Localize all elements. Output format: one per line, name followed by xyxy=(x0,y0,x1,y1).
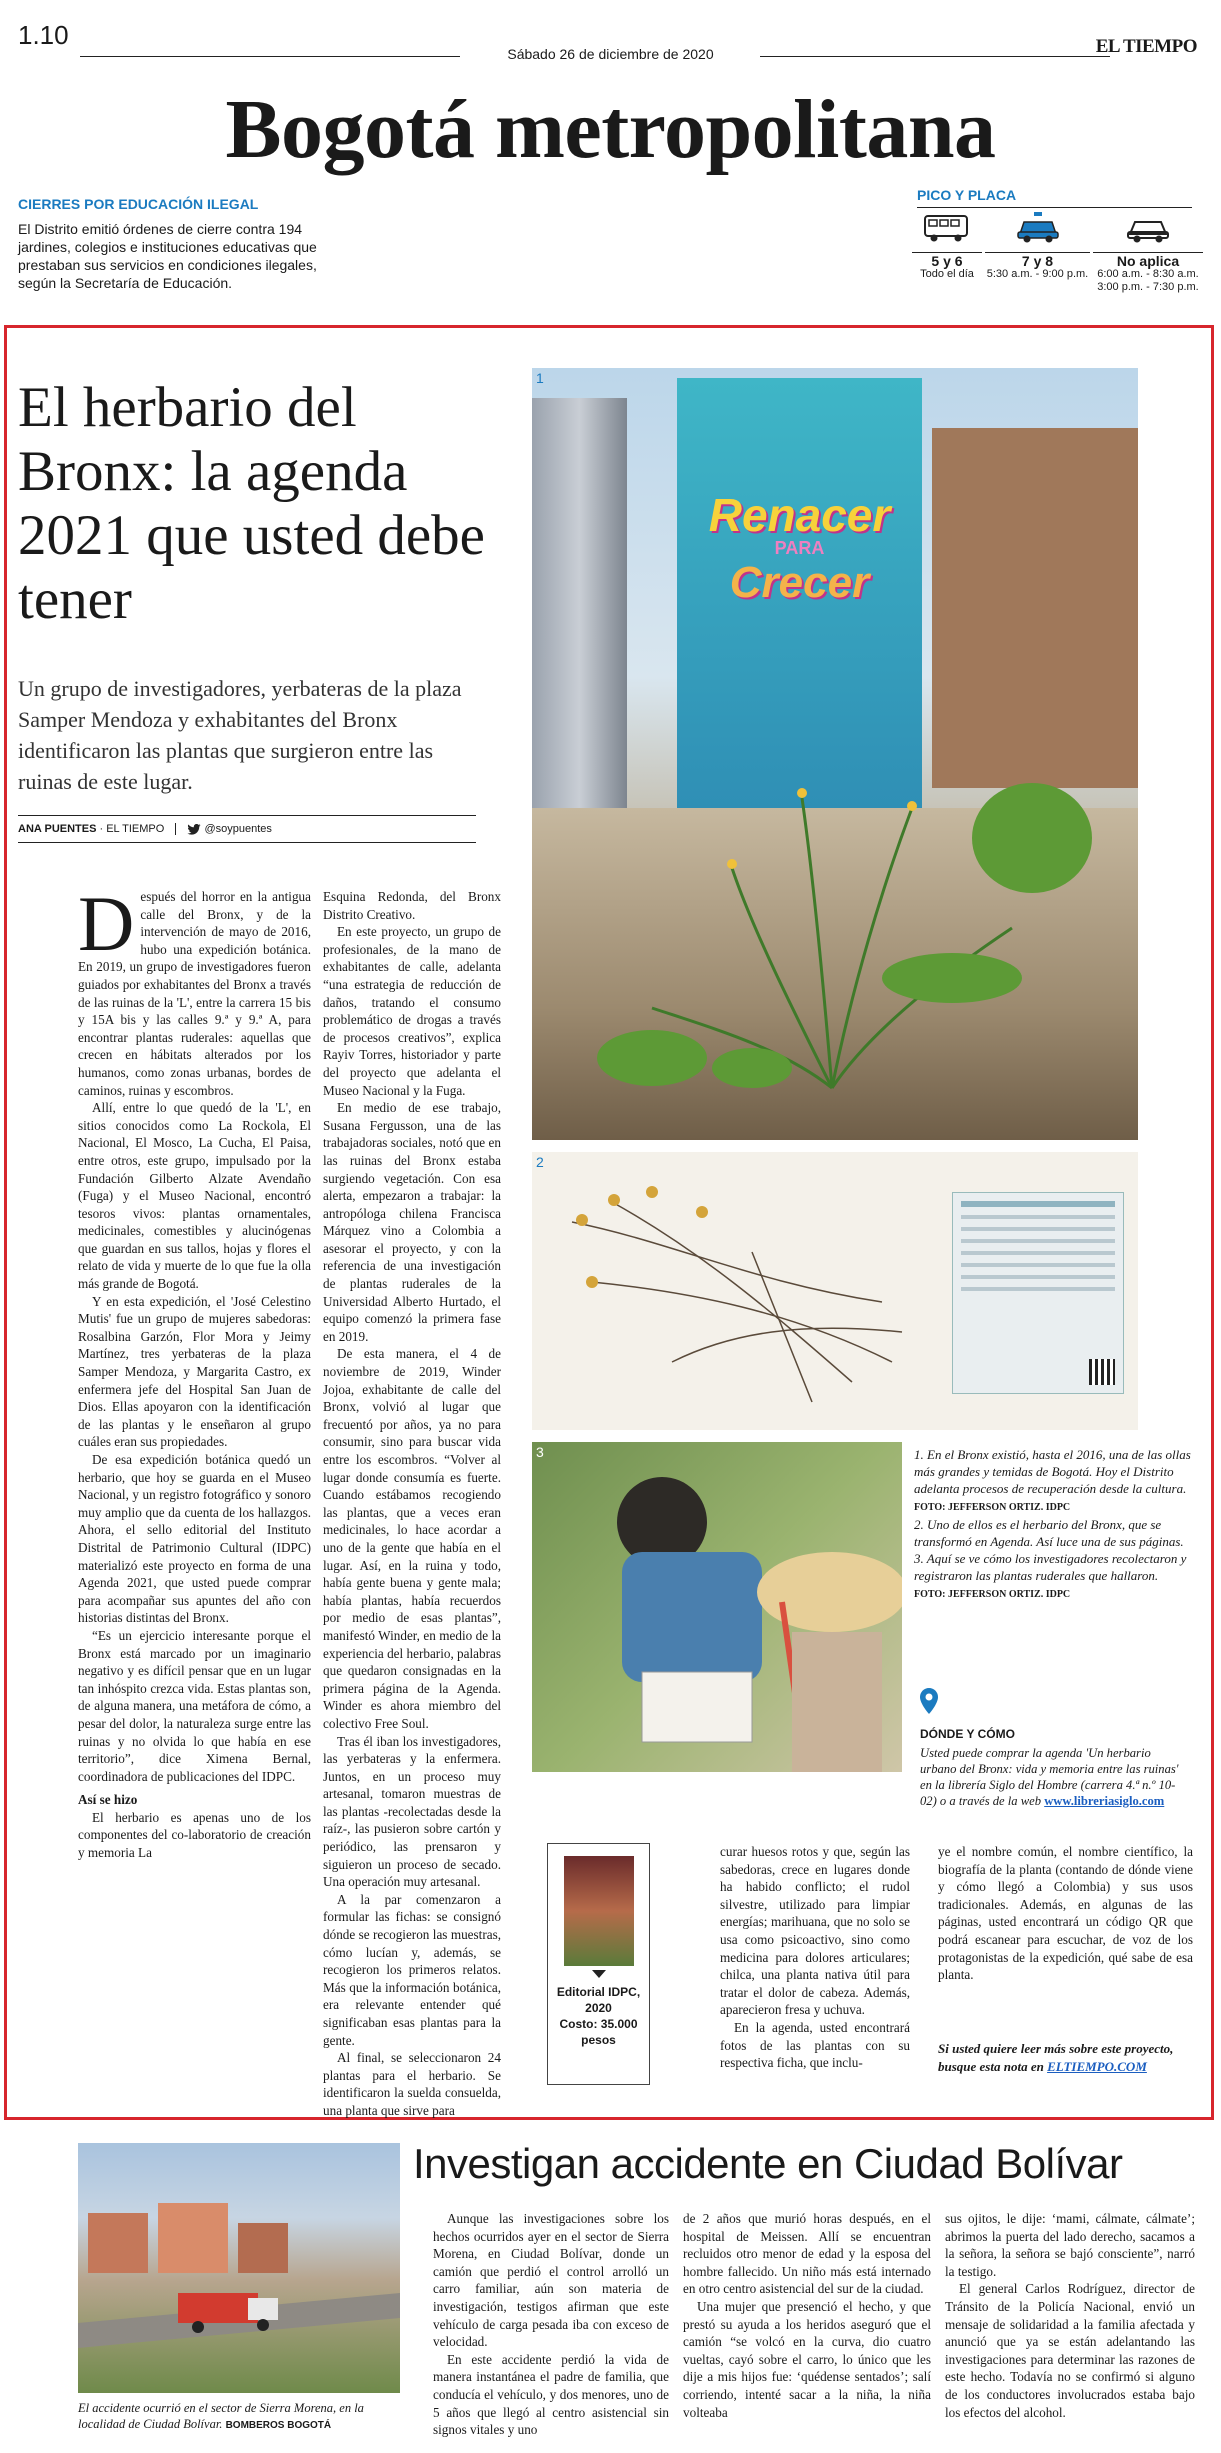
paragraph: “Es un ejercicio interesante porque el Bronx está marcado por un imaginario negativo y es difícil pensar que en un lugar tan inhóspito crezca vida. Estas plantas son, de alguna manera, una metáfora de cómo, a pesar del dolor, la naturaleza surge entre las ruinas y no olvida lo que había en ese territorio”, dice Ximena Bernal, coordinadora de publicaciones del IDPC. xyxy=(78,1627,311,1784)
caption-3 xyxy=(914,1550,1199,1603)
book-info-box xyxy=(547,1843,650,2085)
pico-y-placa-car xyxy=(1093,210,1203,294)
paragraph: De esa expedición botánica quedó un herbario, que hoy se guarda en el Museo Nacional, y un registro fotográfico y sonoro muy amplio que da cuenta de los hallazgos. Ahora, el sello editorial del Instituto Distrital de Patrimonio Cultural (IDPC) materializó este proyecto en forma de una Agenda 2021, que usted puede comprar para acompañar sus apuntes del año con historias distintas del Bronx. xyxy=(78,1452,311,1626)
photo-number: 1 xyxy=(536,370,544,386)
paragraph: El general Carlos Rodríguez, director de Tránsito de la Policía Nacional, envió un mensaje de solidaridad a la familia afectada y anunció que ya se están adelantando las investigaciones para determinar las razones de este hecho. Todavía no se confirmó si alguno de los conductores involucrados estaba bajo los efectos del alcohol. xyxy=(945,2281,1195,2420)
paragraph: El herbario es apenas uno de los componentes del co-laboratorio de creación y memoria La xyxy=(78,1809,311,1861)
byline-outlet: · EL TIEMPO xyxy=(99,823,165,835)
caption-credit: FOTO: JEFFERSON ORTIZ. IDPC xyxy=(914,1589,1071,1600)
paragraph: de 2 años que murió horas después, en el hospital de Meissen. Allí se encuentran recluidos otro menor de edad y la esposa del hombre fallecido. Un niño más está internado en otro centro asistencial del sur de la ciudad. xyxy=(683,2211,931,2297)
researchers-illustration xyxy=(532,1442,902,1772)
second-col-2 xyxy=(683,2210,931,2421)
header-rule-right xyxy=(760,56,1110,57)
pico-y-placa-title: PICO Y PLACA xyxy=(917,187,1017,203)
donde-y-como-text xyxy=(920,1745,1190,1809)
photo-herbarium-page xyxy=(532,1152,1138,1430)
agenda-cover xyxy=(564,1856,634,1966)
location-pin-icon xyxy=(920,1688,938,1714)
caption-text: Uno de ellos es el herbario del Bronx, que se transformó en Agenda. Así luce una de sus páginas. xyxy=(914,1517,1184,1549)
byline-handle: @soypuentes xyxy=(204,823,272,835)
caption-text: Aquí se ve cómo los investigadores recolectaron y registraron las plantas ruderales que hallaron. xyxy=(914,1551,1187,1583)
photo-captions xyxy=(914,1446,1199,1603)
pp-car-detail-2: 3:00 p.m. - 7:30 p.m. xyxy=(1097,281,1199,293)
bulletin-text: El Distrito emitió órdenes de cierre contra 194 jardines, colegios e instituciones educativas que prestaban sus servicios en condiciones ilegales, según la Secretaría de Educación. xyxy=(18,221,317,291)
pp-car-digits: No aplica xyxy=(1116,253,1180,269)
paragraph: De esta manera, el 4 de noviembre de 2019, Winder Jojoa, exhabitante de calle del Bronx, volvió al lugar que frecuentó por años, ya no para consumir, sino para buscar vida entre los escombros. “Volver al lugar donde consumía es fuerte. Cuando estábamos recogiendo las plantas, que a veces eran medicinales, lo hace acordar a uno de la gente que había en el lugar. Así, en la ruina y todo, había gente buena y gente mala; había plantas, había recuerdos por medio de esas plantas”, manifestó Winder, en medio de la experiencia del herbario, palabras que quedaron consignadas en la primera página de la Agenda. Winder es ahora miembro del colectivo Free Soul. xyxy=(323,1346,501,1731)
article-col-3 xyxy=(720,1843,910,2072)
herbarium-data-sheet xyxy=(952,1192,1124,1394)
pp-bus-detail: Todo el día xyxy=(920,268,974,280)
accident-scene-illustration xyxy=(78,2143,400,2393)
qr-code-icon xyxy=(1089,1359,1115,1385)
photo-researchers xyxy=(532,1442,902,1772)
paragraph: En este accidente perdió la vida de manera instantánea el padre de familia, que conducía el vehículo, y dos menores, uno de 5 años que llegó al centro asistencial sin signos vitales y uno xyxy=(433,2351,669,2438)
caption-num: 3. xyxy=(914,1551,924,1566)
pico-y-placa-taxi xyxy=(985,210,1090,281)
article-col-2 xyxy=(323,888,501,2120)
caption-num: 1. xyxy=(914,1447,924,1462)
caption-credit: BOMBEROS BOGOTÁ xyxy=(225,2420,332,2431)
second-headline: Investigan accidente en Ciudad Bolívar xyxy=(413,2140,1123,2187)
pp-bus-digits: 5 y 6 xyxy=(931,253,963,269)
paragraph: ye el nombre común, el nombre científico, la biografía de la planta (contando de dónde viene y cómo llegó a Colombia) y sus usos tradicionales. Además, en algunas de las páginas, usted encontrará un código QR que podrá escanear para escuchar, de voz de los protagonistas de la expedición, qué sabe de esa planta. xyxy=(938,1844,1193,1983)
paragraph: Tras él iban los investigadores, las yerbateras y la enfermera. Juntos, en un proceso muy artesanal, tomaron muestras de las plantas -recolectadas desde la raíz-, las pusieron sobre cartón y periódico, las prensaron y siguieron un proceso de secado. Una operación muy artesanal. xyxy=(323,1733,501,1890)
second-photo-caption xyxy=(78,2400,398,2434)
bulletin-title: CIERRES POR EDUCACIÓN ILEGAL xyxy=(18,196,259,212)
photo-bronx-plant xyxy=(532,368,1138,1140)
mural-text-1: Renacer xyxy=(708,489,891,541)
article-headline: El herbario del Bronx: la agenda 2021 que usted debe tener xyxy=(18,376,485,631)
book-price-unit: pesos xyxy=(581,2033,616,2047)
page-number: 1.10 xyxy=(18,20,69,50)
pp-taxi-detail: 5:30 a.m. - 9:00 p.m. xyxy=(986,268,1089,280)
pico-y-placa-bus xyxy=(912,210,982,281)
second-col-1 xyxy=(433,2210,669,2439)
paragraph: A la par comenzaron a formular las fichas: se consignó dónde se recogieron las muestras, cómo lucían y, además, se recogieron los primeros relatos. Más que la información botánica, era relevante entender qué significaban esas plantas para la gente. xyxy=(323,1891,501,2048)
caption-text: El accidente ocurrió en el sector de Sierra Morena, en la localidad de Ciudad Bolívar. xyxy=(78,2401,364,2431)
taxi-icon xyxy=(1014,210,1062,246)
donde-y-como-title: DÓNDE Y CÓMO xyxy=(920,1727,1015,1741)
mural-text-3: Crecer xyxy=(729,558,870,607)
photo-number: 3 xyxy=(536,1444,544,1460)
plant-illustration xyxy=(532,368,1138,1140)
book-year: 2020 xyxy=(585,2001,612,2015)
byline-author: ANA PUENTES xyxy=(18,823,97,835)
paragraph: Aunque las investigaciones sobre los hechos ocurridos ayer en el sector de Sierra Morena, en Ciudad Bolívar, donde un camión que perdió el control arrolló un carro familiar, aún son materia de investigación, testigos afirman que este vehículo de carga pesada iba con exceso de velocidad. xyxy=(433,2211,669,2350)
donde-y-como-body: Usted puede comprar la agenda 'Un herbario urbano del Bronx: vida y memoria entre las ruinas' en la librería Siglo del Hombre (carrera 4.ª n.º 10-02) o a través de la web xyxy=(920,1746,1179,1808)
twitter-icon xyxy=(187,824,201,835)
photo-number: 2 xyxy=(536,1154,544,1170)
pico-y-placa-rule xyxy=(917,207,1192,208)
caption-credit: FOTO: JEFFERSON ORTIZ. IDPC xyxy=(914,1502,1071,1513)
paragraph: Al final, se seleccionaron 24 plantas para el herbario. Se identificaron la suelda consuelda, una planta que sirve para xyxy=(323,2050,501,2118)
read-more-cta xyxy=(938,2040,1193,2076)
paragraph: En este proyecto, un grupo de profesionales, de la mano de exhabitantes de calle, adelanta “una estrategia de reducción de daños, tratando el consumo problemático de drogas a través de procesos creativos”, explica Rayiv Torres, historiador y parte del proyecto que adelanta el Museo Nacional y la Fuga. xyxy=(323,924,501,1098)
bus-icon xyxy=(921,210,973,246)
brand-logo: EL TIEMPO xyxy=(1095,36,1197,57)
car-icon xyxy=(1124,210,1172,246)
cta-text: Si usted quiere leer más sobre este proyecto, busque esta nota en xyxy=(938,2041,1174,2074)
edition-date: Sábado 26 de diciembre de 2020 xyxy=(507,46,714,62)
byline xyxy=(18,823,272,835)
section-title: Bogotá metropolitana xyxy=(225,83,996,176)
paragraph: En la agenda, usted encontrará fotos de las plantas con su respectiva ficha, que inclu- xyxy=(720,2019,910,2071)
pointer-arrow-icon xyxy=(592,1970,606,1978)
dried-plant-illustration xyxy=(552,1162,932,1422)
second-col-3 xyxy=(945,2210,1195,2421)
mural-text-2: PARA xyxy=(774,538,825,558)
pp-taxi-digits: 7 y 8 xyxy=(1021,253,1054,269)
paragraph: Y en esta expedición, el 'José Celestino Mutis' fue un grupo de mujeres sabedoras: Rosalbina Garzón, Flor Mora y Jeimy Martínez, tres yerbateras de la plaza Samper Mendoza, y Margarita Castro, ex enfermera jefe del Hospital San Juan de Dios. Ellas apoyaron con la identificación de las plantas y le enseñaron al grupo cuáles eran sus propiedades. xyxy=(78,1293,311,1450)
subhead: Así se hizo xyxy=(78,1792,138,1808)
byline-rule xyxy=(18,815,476,816)
paragraph: sus ojitos, le dije: ‘mami, cálmate, cálmate’; abrimos la puerta del lado derecho, sacamos a la señora, la señora se bajó consciente”, narró la testigo. xyxy=(945,2211,1195,2279)
caption-2 xyxy=(914,1516,1199,1550)
libreria-link[interactable]: www.libreriasiglo.com xyxy=(1044,1794,1165,1808)
eltiempo-link[interactable]: ELTIEMPO.COM xyxy=(1047,2059,1147,2074)
paragraph: Allí, entre lo que quedó de la 'L', en sitios conocidos como La Rockola, El Nacional, El Mosco, La Cucha, El Paisa, entre otros, este grupo, impulsado por la Fundación Gilberto Alzate Avendaño (Fuga) y el Museo Nacional, encontró tesoros vivos: plantas ornamentales, medicinales, comestibles y alucinógenas que guardan en sus tallos, hojas y flores el relato de vida y muerte de lo que fue la olla más grande de Bogotá. xyxy=(78,1100,311,1292)
paragraph: espués del horror en la antigua calle del Bronx, y de la intervención de mayo de 2016, hubo una expedición botánica. En 2019, un grupo de investigadores fueron guiados por exhabitantes del Bronx a través de las ruinas de la 'L', entre la carrera 15 bis y 15A bis y las calles 9.ª y 9.ª A, para encontrar plantas ruderales: aquellas que crecen en hábitats alterados por los humanos, como zonas urbanas, bordes de caminos, ruinas y escombros. xyxy=(78,889,311,1098)
caption-1 xyxy=(914,1446,1199,1516)
photo-accident xyxy=(78,2143,400,2393)
book-details xyxy=(548,1984,649,2048)
drop-cap: D xyxy=(78,880,135,967)
pp-car-detail: 6:00 a.m. - 8:30 a.m. xyxy=(1097,268,1199,280)
book-publisher: Editorial IDPC, xyxy=(556,1985,641,1999)
book-price: Costo: 35.000 xyxy=(559,2017,638,2031)
paragraph: Una mujer que presenció el hecho, y que prestó su ayuda a los heridos aseguró que el camión “se volcó en la curva, dio cuatro vueltas, cayó sobre el carro, lo único que les dije a mis hijos fue: ‘quédense sentados’; salí corriendo, intenté sacar a la niña, la niña volteaba xyxy=(683,2298,931,2420)
caption-num: 2. xyxy=(914,1517,924,1532)
paragraph: Esquina Redonda, del Bronx Distrito Creativo. xyxy=(323,889,501,922)
byline-rule-bottom xyxy=(18,842,476,843)
paragraph: En medio de ese trabajo, Susana Fergusson, una de las trabajadoras sociales, notó que en las ruinas del Bronx estaba surgiendo vegetación. Con esa alerta, empezaron a trabajar: la antropóloga chilena Francisca Márquez vino a Colombia a asesorar el proyecto, y con la referencia de una investigación de plantas ruderales de la Universidad Alberto Hurtado, el equipo comenzó la primera fase en 2019. xyxy=(323,1100,501,1344)
paragraph: curar huesos rotos y que, según las sabedoras, crece en lugares donde ha habido conflicto; el rudol silvestre, utilizado para limpiar energías; marihuana, que no solo se usa como psicoactivo, sino como medicina para dolores articulares; chilca, una planta nativa útil para tratar el dolor de cabeza. Además, aparecieron fresa y uchuva. xyxy=(720,1844,910,2018)
article-col-4 xyxy=(938,1843,1193,1984)
caption-text: En el Bronx existió, hasta el 2016, una de las ollas más grandes y temidas de Bogotá. Hoy el Distrito adelanta procesos de recuperación desde la cultura. xyxy=(914,1447,1191,1496)
article-deck: Un grupo de investigadores, yerbateras de la plaza Samper Mendoza y exhabitantes del Bronx identificaron las plantas que surgieron entre las ruinas de este lugar. xyxy=(18,676,462,794)
article-col-1 xyxy=(78,880,311,1862)
